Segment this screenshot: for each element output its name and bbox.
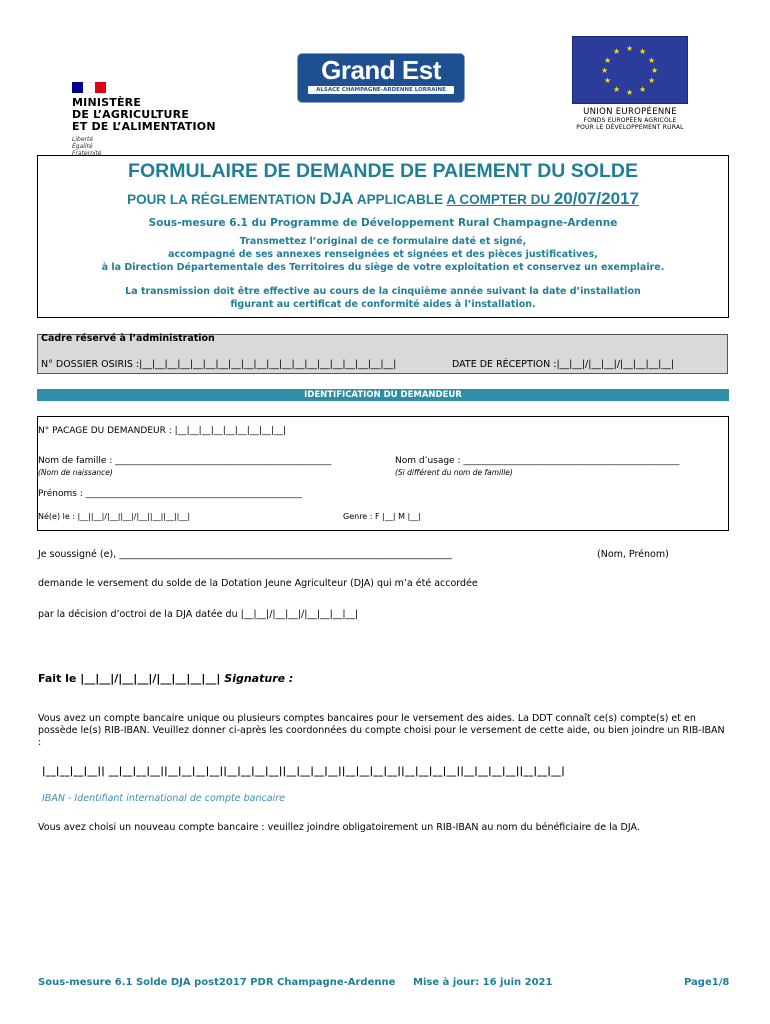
subtitle-compter: A COMPTER DU bbox=[446, 192, 554, 207]
reception-date-field[interactable]: DATE DE RÉCEPTION :|__|__|/|__|__|/|__|__|__|__| bbox=[452, 359, 675, 370]
ministry-name-line1: MINISTÈRE bbox=[72, 96, 142, 109]
measure-line: Sous-mesure 6.1 du Programme de Développement Rural Champagne-Ardenne bbox=[148, 217, 618, 229]
motto-liberte: Liberté bbox=[72, 136, 94, 143]
decision-date-field[interactable]: par la décision d’octroi de la DJA datée du |__|__|/|__|__|/|__|__|__|__| bbox=[38, 609, 359, 620]
motto-egalite: Égalité bbox=[72, 143, 93, 150]
identification-box bbox=[37, 416, 729, 531]
footer-left: Sous-mesure 6.1 Solde DJA post2017 PDR Champagne-Ardenne bbox=[38, 977, 396, 988]
footer-page: Page1/8 bbox=[684, 977, 730, 988]
gender-field[interactable]: Genre : F |__| M |__| bbox=[343, 512, 421, 521]
fait-le-date-field[interactable]: Fait le |__|__|/|__|__|/|__|__|__|__| bbox=[38, 672, 225, 685]
iban-caption: IBAN - Identifiant international de compte bancaire bbox=[42, 793, 285, 804]
ministry-logo bbox=[72, 82, 232, 157]
instruction-2: accompagné de ses annexes renseignées et signées et des pièces justificatives, bbox=[168, 249, 598, 260]
signature-label: Signature : bbox=[224, 672, 294, 685]
grand-est-logo bbox=[298, 54, 464, 102]
pacage-field[interactable]: N° PACAGE DU DEMANDEUR : |__|__|__|__|__|__|__|__|__| bbox=[38, 426, 286, 436]
subtitle-part-c: APPLICABLE bbox=[353, 192, 447, 207]
eu-fund-line1: FONDS EUROPÉEN AGRICOLE bbox=[583, 117, 677, 124]
form-title: FORMULAIRE DE DEMANDE DE PAIEMENT DU SOLDE bbox=[128, 160, 638, 182]
section-band-identification: IDENTIFICATION DU DEMANDEUR bbox=[37, 389, 729, 401]
eu-title: UNION EUROPÉENNE bbox=[583, 107, 677, 117]
instruction-3: à la Direction Départementale des Territoires du siège de votre exploitation et conservez un exemplaire. bbox=[101, 262, 665, 273]
first-names-field[interactable]: Prénoms : ________________________________________________ bbox=[38, 489, 302, 499]
motto-fraternite: Fraternité bbox=[72, 150, 102, 157]
eu-fund-line2: POUR LE DÉVELOPPEMENT RURAL bbox=[576, 124, 684, 131]
eu-flag-icon: ★ ★ ★ ★ ★ ★ ★ ★ ★ ★ ★ ★ bbox=[572, 36, 688, 104]
signature-line bbox=[38, 672, 293, 685]
bank-paragraph: Vous avez un compte bancaire unique ou plusieurs comptes bancaires pour le versement des aides. La DDT connaît ce(s) compte(s) et en possède le(s) RIB-IBAN. Veuillez donner ci-après les coordonnées du compte choisi pour le versement de cette aide, ou bien joindre un RIB-IBAN : bbox=[38, 713, 725, 748]
iban-field[interactable]: |__|__|__|__|| __|__|__|__||__|__|__|__||__|__|__|__||__|__|__|__||__|__|__|__||__|__|__|__||__|__|__|__||__|__|__| bbox=[42, 766, 565, 777]
osiris-dossier-field[interactable]: N° DOSSIER OSIRIS :|__|__|__|__|__|__|__|__|__|__|__|__|__|__|__|__|__|__|__|__| bbox=[41, 359, 397, 370]
family-name-hint: (Nom de naissance) bbox=[38, 468, 113, 477]
subtitle-dja: DJA bbox=[319, 189, 354, 208]
usage-name-hint: (Si différent du nom de famille) bbox=[395, 468, 513, 477]
title-box bbox=[37, 155, 729, 318]
usage-name-field[interactable]: Nom d’usage : ________________________________________________ bbox=[395, 456, 680, 466]
grand-est-name: Grand Est bbox=[321, 55, 441, 85]
french-flag-icon bbox=[72, 82, 106, 93]
subtitle-part-a: POUR LA RÉGLEMENTATION bbox=[127, 192, 320, 207]
ministry-name-line2: DE L’AGRICULTURE bbox=[72, 108, 190, 121]
request-text: demande le versement du solde de la Dotation Jeune Agriculteur (DJA) qui m’a été accordée bbox=[38, 578, 478, 589]
grand-est-regions: ALSACE CHAMPAGNE-ARDENNE LORRAINE bbox=[308, 86, 454, 94]
soussigne-suffix: (Nom, Prénom) bbox=[597, 549, 669, 560]
footer-date: Mise à jour: 16 juin 2021 bbox=[413, 977, 553, 988]
eu-logo bbox=[572, 36, 688, 131]
subtitle-date: 20/07/2017 bbox=[553, 189, 639, 208]
family-name-field[interactable]: Nom de famille : ________________________________________________ bbox=[38, 456, 332, 466]
soussigne-field[interactable]: Je soussigné (e), ______________________________________________________________________ bbox=[38, 549, 452, 560]
birth-date-field[interactable]: Né(e) le : |__||__|/|__||__|/|__||__||__||__| bbox=[38, 512, 191, 521]
form-subtitle bbox=[38, 188, 728, 211]
instruction-5: figurant au certificat de conformité aides à l’installation. bbox=[230, 299, 536, 310]
admin-box bbox=[37, 334, 728, 374]
instruction-1: Transmettez l’original de ce formulaire daté et signé, bbox=[239, 236, 527, 247]
admin-header: Cadre réservé à l’administration bbox=[41, 333, 215, 344]
instruction-4: La transmission doit être effective au cours de la cinquième année suivant la date d’installation bbox=[125, 286, 641, 297]
ministry-motto bbox=[72, 136, 232, 157]
ministry-name-line3: ET DE L’ALIMENTATION bbox=[72, 120, 216, 133]
new-account-line bbox=[38, 822, 640, 833]
new-account-text: Vous avez choisi un nouveau compte bancaire : veuillez joindre obligatoirement un RIB-IBAN au nom du bénéficiaire de la DJA. bbox=[38, 822, 640, 833]
